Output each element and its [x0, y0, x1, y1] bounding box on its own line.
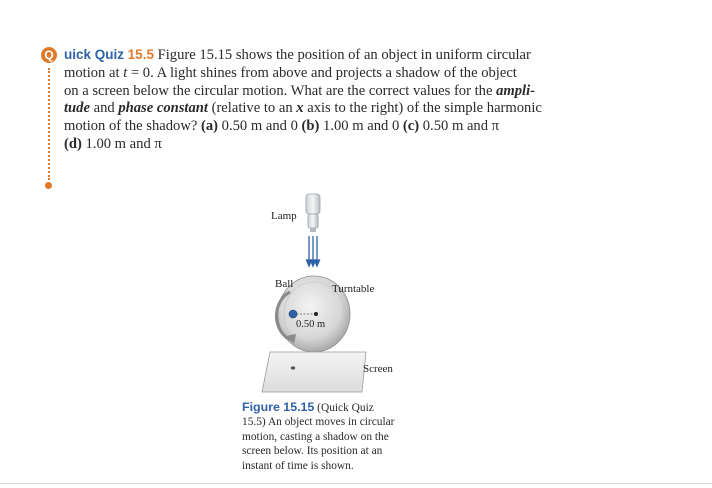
- quiz-dotted-rule: [48, 68, 50, 180]
- quick-quiz: [42, 46, 682, 154]
- caption-line-1: (Quick Quiz: [317, 402, 374, 414]
- quiz-line-4c: axis to the right) of the simple harmonic: [303, 100, 542, 117]
- quiz-text: [42, 46, 682, 154]
- screen-icon: [262, 352, 366, 392]
- lamp-icon: [306, 194, 320, 232]
- quiz-line-1-text: Figure 15.15 shows the position of an object in uniform circular: [157, 47, 531, 63]
- caption-line-5: instant of time is shown.: [242, 459, 354, 472]
- quiz-line-1: [64, 46, 682, 65]
- caption-title: Figure 15.15: [242, 400, 315, 414]
- quiz-option-b-key: (b): [301, 118, 320, 135]
- figure-caption: [242, 400, 422, 473]
- quiz-line-6: [64, 136, 682, 154]
- figure-illustration: [230, 188, 450, 418]
- quiz-term-amplitude-2: tude: [64, 100, 90, 117]
- caption-line-4: screen below. Its position at an: [242, 445, 383, 458]
- ball-icon: [289, 310, 297, 318]
- quiz-title: uick Quiz: [64, 47, 125, 62]
- screen-label: Screen: [363, 363, 393, 375]
- quiz-term-amplitude-1: ampli-: [496, 82, 536, 99]
- quiz-option-d-key: (d): [64, 135, 82, 152]
- quiz-var-t: t: [123, 64, 128, 81]
- quiz-line-2b: = 0. A light shines from above and projects a shadow of the object: [127, 64, 517, 81]
- quiz-option-d: 1.00 m and π: [81, 135, 162, 152]
- quiz-end-dot: [45, 182, 52, 189]
- quiz-line-5: [64, 118, 682, 136]
- caption-line-2: 15.5) An object moves in circular: [242, 416, 395, 429]
- lamp-label: Lamp: [271, 210, 297, 222]
- quiz-line-5a: motion of the shadow?: [64, 118, 201, 135]
- quiz-var-x: x: [296, 100, 304, 117]
- quiz-line-4a: and: [89, 100, 119, 117]
- quiz-option-c: 0.50 m and π: [419, 118, 500, 135]
- caption-line-3: motion, casting a shadow on the: [242, 430, 389, 443]
- ball-label: Ball: [275, 278, 294, 290]
- quiz-option-a: 0.50 m and 0: [218, 118, 302, 135]
- quiz-option-a-key: (a): [201, 118, 219, 135]
- quiz-line-4b: (relative to an: [207, 100, 297, 117]
- radius-label: 0.50 m: [296, 319, 326, 330]
- quiz-badge-icon: Q: [41, 47, 57, 63]
- quiz-number: 15.5: [127, 47, 154, 62]
- quiz-term-phase-constant: phase constant: [118, 100, 208, 117]
- quiz-option-c-key: (c): [402, 118, 420, 135]
- quiz-option-b: 1.00 m and 0: [319, 118, 403, 135]
- light-rays-icon: [307, 236, 320, 266]
- quiz-line-2a: motion at: [64, 64, 124, 81]
- quiz-line-3a: on a screen below the circular motion. What are the correct values for the: [64, 82, 497, 99]
- quiz-line-3: [64, 83, 682, 101]
- bottom-divider: [0, 483, 712, 484]
- quiz-line-4: [64, 100, 682, 118]
- turntable-label: Turntable: [332, 283, 375, 295]
- shadow-dot-icon: [291, 366, 295, 369]
- quiz-line-2: [64, 65, 682, 83]
